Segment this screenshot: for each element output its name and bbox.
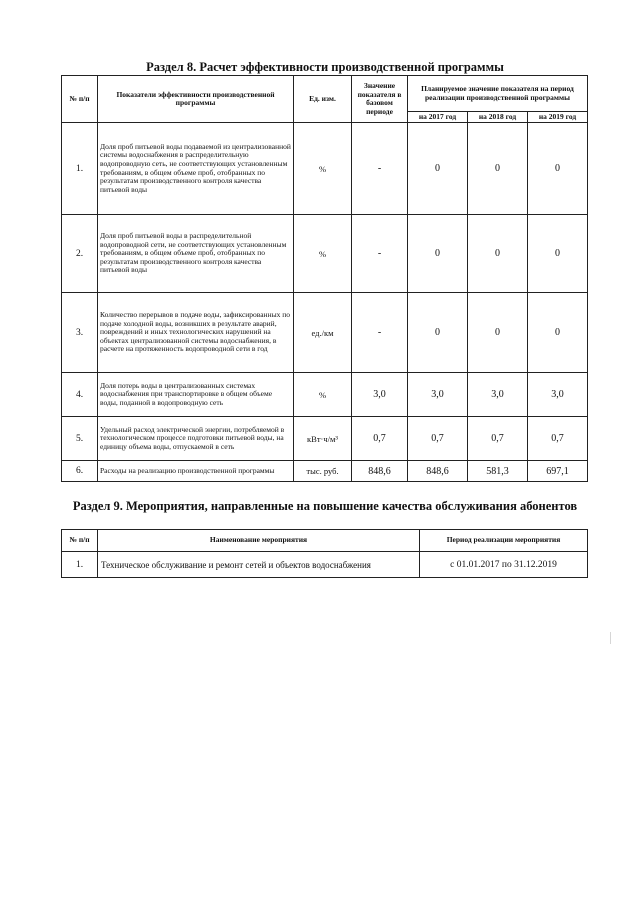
header-base-value: Значение показателя в базовом периоде bbox=[352, 76, 408, 123]
row-indicator: Удельный расход электрической энергии, потребляемой в технологическом процессе подготовки питьевой воды, на единицу объема воды, отпускаемой в сеть bbox=[98, 417, 294, 461]
row-value-2018: 0,7 bbox=[468, 417, 528, 461]
header-year-2017: на 2017 год bbox=[408, 112, 468, 123]
row-no: 6. bbox=[62, 461, 98, 482]
row-unit: % bbox=[294, 373, 352, 417]
header-year-2018: на 2018 год bbox=[468, 112, 528, 123]
efficiency-table bbox=[61, 75, 588, 482]
row-value-2019: 0 bbox=[528, 123, 588, 215]
row-indicator: Доля проб питьевой воды подаваемой из централизованной системы водоснабжения в распределительную водопроводную сеть, не соответствующих установленным требованиям, в общем объеме проб, отобранных по результатам производственного контроля качества питьевой воды bbox=[98, 123, 294, 215]
row-value-2019: 697,1 bbox=[528, 461, 588, 482]
row-value-2018: 0 bbox=[468, 215, 528, 293]
row-unit: тыс. руб. bbox=[294, 461, 352, 482]
row-value-2017: 3,0 bbox=[408, 373, 468, 417]
row-unit: % bbox=[294, 123, 352, 215]
table-row bbox=[62, 552, 588, 578]
section-8-title: Раздел 8. Расчет эффективности производственной программы bbox=[146, 60, 504, 74]
table-row bbox=[62, 293, 588, 373]
header-unit: Ед. изм. bbox=[294, 76, 352, 123]
row-value-2018: 0 bbox=[468, 293, 528, 373]
table-row bbox=[62, 461, 588, 482]
row-value-2018: 0 bbox=[468, 123, 528, 215]
row-value-2017: 0 bbox=[408, 293, 468, 373]
header-no: № п/п bbox=[62, 76, 98, 123]
row-no: 1. bbox=[62, 552, 98, 578]
row-no: 4. bbox=[62, 373, 98, 417]
table-row bbox=[62, 417, 588, 461]
row-value-2019: 0 bbox=[528, 215, 588, 293]
row-indicator: Расходы на реализацию производственной программы bbox=[98, 461, 294, 482]
table-row bbox=[62, 373, 588, 417]
table-row bbox=[62, 215, 588, 293]
header-no: № п/п bbox=[62, 530, 98, 552]
row-value-2017: 0,7 bbox=[408, 417, 468, 461]
header-indicator: Показатели эффективности производственной программы bbox=[98, 76, 294, 123]
header-year-2019: на 2019 год bbox=[528, 112, 588, 123]
row-base-value: 0,7 bbox=[352, 417, 408, 461]
scan-mark bbox=[610, 632, 611, 644]
row-base-value: - bbox=[352, 293, 408, 373]
row-value-2017: 0 bbox=[408, 215, 468, 293]
row-value-2017: 848,6 bbox=[408, 461, 468, 482]
table-row bbox=[62, 123, 588, 215]
row-base-value: 848,6 bbox=[352, 461, 408, 482]
row-value-2019: 0,7 bbox=[528, 417, 588, 461]
row-base-value: - bbox=[352, 123, 408, 215]
row-no: 3. bbox=[62, 293, 98, 373]
row-base-value: 3,0 bbox=[352, 373, 408, 417]
row-unit: % bbox=[294, 215, 352, 293]
row-no: 2. bbox=[62, 215, 98, 293]
row-measure-name: Техническое обслуживание и ремонт сетей и объектов водоснабжения bbox=[98, 552, 420, 578]
row-value-2018: 3,0 bbox=[468, 373, 528, 417]
row-indicator: Доля проб питьевой воды в распределительной водопроводной сети, не соответствующих установленным требованиям, в общем объеме проб, отобранных по результатам производственного контроля качества питьевой воды bbox=[98, 215, 294, 293]
row-base-value: - bbox=[352, 215, 408, 293]
row-no: 1. bbox=[62, 123, 98, 215]
row-value-2017: 0 bbox=[408, 123, 468, 215]
row-value-2019: 3,0 bbox=[528, 373, 588, 417]
row-no: 5. bbox=[62, 417, 98, 461]
header-planned: Планируемое значение показателя на период реализации производственной программы bbox=[408, 76, 588, 112]
row-unit: ед./км bbox=[294, 293, 352, 373]
header-measure-name: Наименование мероприятия bbox=[98, 530, 420, 552]
measures-table bbox=[61, 529, 588, 578]
row-unit: кВт·ч/м³ bbox=[294, 417, 352, 461]
header-period: Период реализации мероприятия bbox=[420, 530, 588, 552]
row-value-2018: 581,3 bbox=[468, 461, 528, 482]
row-value-2019: 0 bbox=[528, 293, 588, 373]
row-indicator: Доля потерь воды в централизованных системах водоснабжения при транспортировке в общем объеме воды, поданной в водопроводную сеть bbox=[98, 373, 294, 417]
section-9-title: Раздел 9. Мероприятия, направленные на повышение качества обслуживания абонентов bbox=[72, 499, 578, 513]
row-period: с 01.01.2017 по 31.12.2019 bbox=[420, 552, 588, 578]
row-indicator: Количество перерывов в подаче воды, зафиксированных по подаче холодной воды, возникших в результате аварий, повреждений и иных технологических нарушений на объектах централизованной системы водоснабжения, в расчете на протяженность водопроводной сети в год bbox=[98, 293, 294, 373]
